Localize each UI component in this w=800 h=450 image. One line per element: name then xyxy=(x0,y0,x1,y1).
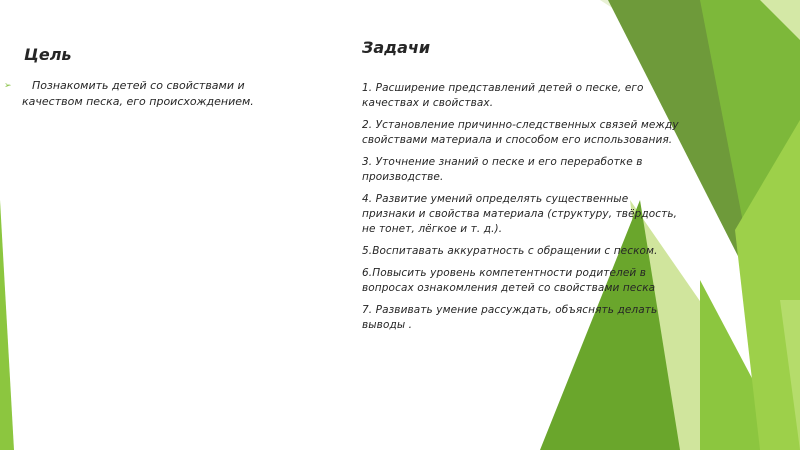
goal-heading: Цель xyxy=(24,45,72,64)
tasks-list xyxy=(362,81,680,340)
task-item: 4. Развитие умений определять существенные признаки и свойства материала (структуру, твёрдость, не тонет, лёгкое и т. д.). xyxy=(362,193,678,235)
task-item: 7. Развивать умение рассуждать, объяснять делать выводы . xyxy=(362,304,658,331)
tasks-heading: Задачи xyxy=(362,38,431,57)
task-item: 2. Установление причинно-следственных связей между свойствами материала и способом его использования. xyxy=(362,119,679,146)
goal-text: Познакомить детей со свойствами и качеством песка, его происхождением. xyxy=(22,79,254,108)
task-item: 1. Расширение представлений детей о песке, его качествах и свойствах. xyxy=(362,82,644,109)
task-item: 5.Воспитавать аккуратность с обращении с песком. xyxy=(362,245,658,257)
bullet-arrow-icon: ➢ xyxy=(4,81,12,91)
task-item: 3. Уточнение знаний о песке и его переработке в производстве. xyxy=(362,156,643,183)
goal-block xyxy=(4,77,304,110)
task-item: 6.Повысить уровень компетентности родителей в вопросах ознакомления детей со свойствами песка xyxy=(362,267,656,294)
left-green-sliver xyxy=(0,200,14,450)
